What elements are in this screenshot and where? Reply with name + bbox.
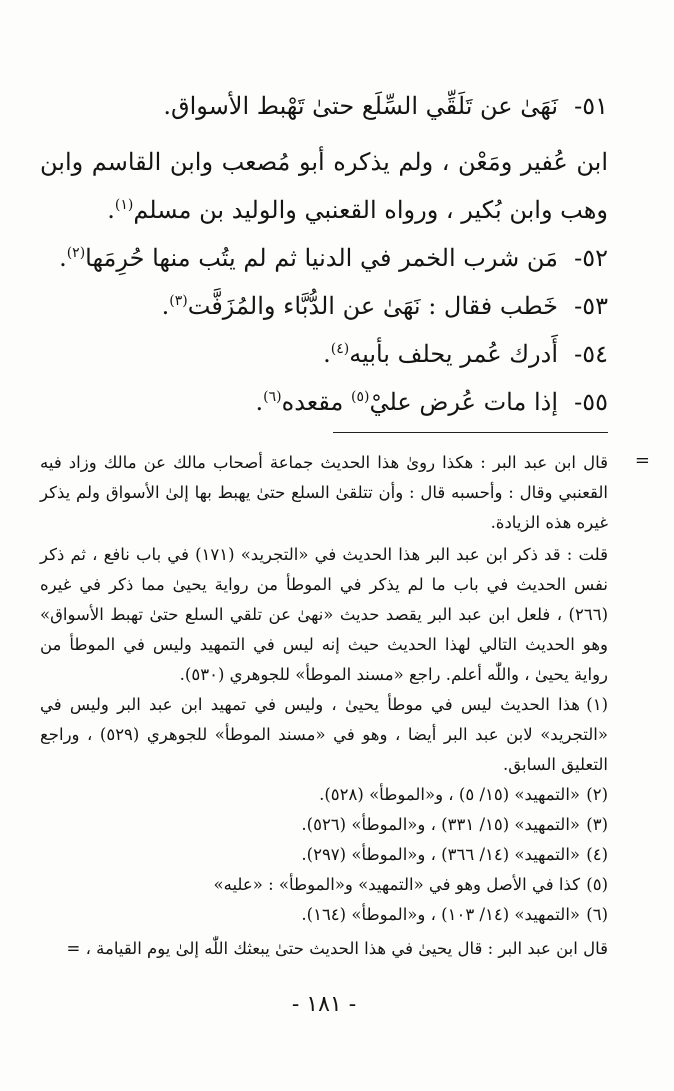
footnote-text: «التمهيد» (١٤/ ١٠٣) ، و«الموطأ» (١٦٤). <box>301 905 580 924</box>
footnote-text: هذا الحديث ليس في موطأ يحيىٰ ، وليس في تمهيد ابن عبد البر وليس في «التجريد» لابن عبد البر أيضا ، وهو في «مسند الموطأ» للجوهري (٥٢٩) ، وراجع التعليق السابق. <box>40 695 608 774</box>
footnote-3 <box>40 810 608 840</box>
footnote-6 <box>40 900 608 930</box>
hadith-52: ٥٢-مَن شرب الخمر في الدنيا ثم لم يتُب منها حُرِمَها$^{(٢)}$. <box>40 234 608 282</box>
footnote-text: «التمهيد» (١٤/ ٣٦٦) ، و«الموطأ» (٢٩٧). <box>301 845 580 864</box>
paragraph-text: ابن عُفير ومَعْن ، ولم يذكره أبو مُصعب وابن القاسم وابن وهب وابن بُكير ، ورواه القعنبي والوليد بن مسلم <box>40 148 608 224</box>
document-page <box>40 0 650 1091</box>
hadith-number: ٥٤- <box>574 340 608 368</box>
footnote-5 <box>40 870 608 900</box>
footnote-ref[interactable]: (٦) <box>263 389 282 405</box>
hadith-number: ٥٢- <box>574 244 608 272</box>
hadith-55: ٥٥-إذا مات عُرض عليْ$^{(٥)}$ مقعده$^{(٦)}$. <box>40 378 608 426</box>
main-text <box>40 82 608 426</box>
narrators-note: ابن عُفير ومَعْن ، ولم يذكره أبو مُصعب وابن القاسم وابن وهب وابن بُكير ، ورواه القعنبي والوليد بن مسلم$^{(١)}$. <box>40 148 608 224</box>
hadith-number: ٥٣- <box>574 292 608 320</box>
footnote-ref[interactable]: (٥) <box>351 389 370 405</box>
footnote-text: كذا في الأصل وهو في «التمهيد» و«الموطأ» : «عليه» <box>213 875 580 894</box>
hadith-51 <box>40 82 608 130</box>
footnote-number: (٤) <box>586 845 608 864</box>
closing-note: قال ابن عبد البر : قال يحيىٰ في هذا الحديث حتىٰ يبعثك اللّٰه إلىٰ يوم القيامة ، = <box>66 939 608 958</box>
footnote-ref[interactable]: (٣) <box>169 293 188 309</box>
footnote-number: (٣) <box>586 815 608 834</box>
footnote-1 <box>40 690 608 780</box>
hadith-number: ٥١- <box>574 92 608 120</box>
note-paragraph: قلت : قد ذكر ابن عبد البر هذا الحديث في «التجريد» (١٧١) في باب نافع ، ثم ذكر نفس الحديث في باب ما لم يذكر في الموطأ من رواية يحيىٰ مما ذكر في غيره (٢٦٦) ، فلعل ابن عبد البر يقصد حديث «نهىٰ عن تلقي السلع حتىٰ تهبط الأسواق» وهو الحديث التالي لهذا الحديث حيث إنه ليس في التمهيد وليس في الموطأ من رواية يحيىٰ ، واللّٰه أعلم. راجع «مسند الموطأ» للجوهري (٥٣٠). <box>40 545 608 684</box>
footnote-ref[interactable]: (٢) <box>66 245 86 261</box>
hadith-text: مَن شرب الخمر في الدنيا ثم لم يتُب منها حُرِمَها <box>85 244 558 272</box>
footnote-text: «التمهيد» (١٥/ ٣٣١) ، و«الموطأ» (٥٢٦). <box>301 815 580 834</box>
footnote-divider <box>333 432 608 433</box>
footnote-number: (٦) <box>586 905 608 924</box>
page-number: - ١٨١ - <box>291 992 357 1017</box>
footnote-number: (٥) <box>586 875 608 894</box>
hadith-text: نَهَىٰ عن تَلَقِّي السِّلَع حتىٰ تَهْبط الأسواق. <box>163 92 558 120</box>
footnote-text: «التمهيد» (١٥/ ٥) ، و«الموطأ» (٥٢٨). <box>319 785 580 804</box>
hadith-text-cont: مقعده <box>281 388 351 416</box>
hadith-text: إذا مات عُرض عليْ <box>369 388 558 416</box>
hadith-53: ٥٣-خَطب فقال : نَهَىٰ عن الدُّبَّاء والمُزَفَّت$^{(٣)}$. <box>40 282 608 330</box>
continuation-mark: = <box>634 450 650 471</box>
hadith-number: ٥٥- <box>574 388 608 416</box>
hadith-54: ٥٤-أَدرك عُمر يحلف بأبيه$^{(٤)}$. <box>40 330 608 378</box>
footnote-ref[interactable]: (٤) <box>330 341 350 357</box>
footnote-number: (٢) <box>586 785 608 804</box>
footnote-2 <box>40 780 608 810</box>
footnotes-section <box>40 448 608 964</box>
footnote-number: (١) <box>586 695 608 714</box>
hadith-text: خَطب فقال : نَهَىٰ عن الدُّبَّاء والمُزَفَّت <box>187 292 558 320</box>
hadith-text: أَدرك عُمر يحلف بأبيه <box>349 340 558 368</box>
footnote-4 <box>40 840 608 870</box>
footnote-ref[interactable]: (١) <box>114 197 134 213</box>
note-paragraph: قال ابن عبد البر : هكذا روىٰ هذا الحديث جماعة أصحاب مالك عن مالك وزاد فيه القعنبي وقال : وأحسبه قال : وأن تتلقىٰ السلع حتىٰ يهبط بها إلىٰ الأسواق ولم يذكر غيره هذه الزيادة. <box>40 453 608 532</box>
